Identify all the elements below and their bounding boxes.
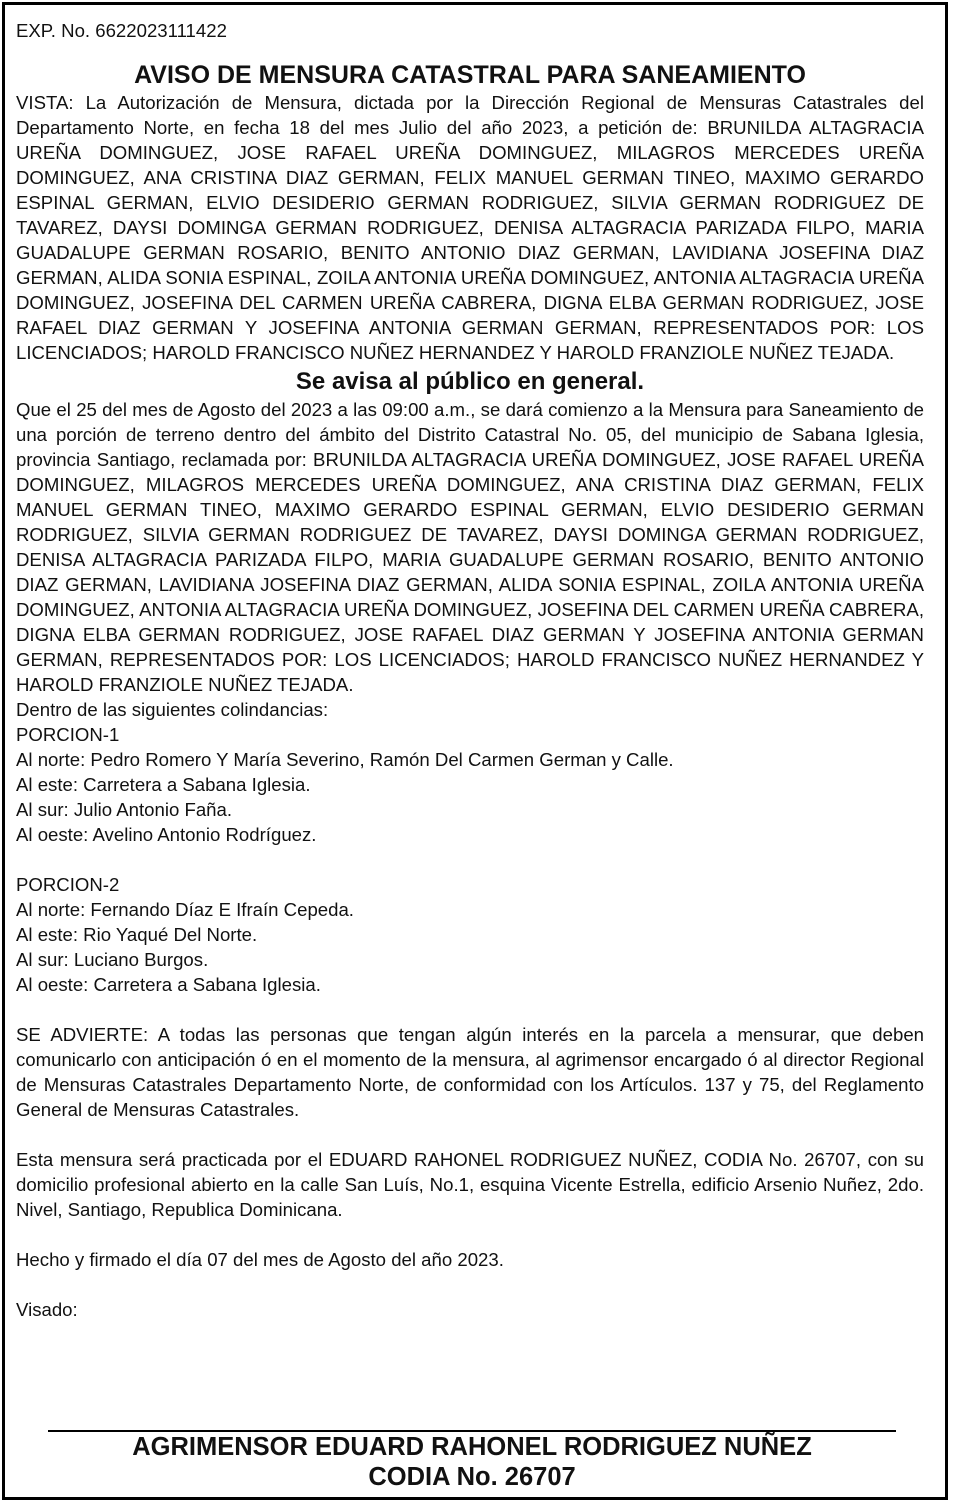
signature-name: AGRIMENSOR EDUARD RAHONEL RODRIGUEZ NUÑEZ — [132, 1433, 812, 1461]
porcion-1-heading: PORCION-1 — [16, 724, 120, 745]
porcion-2-sur: Al sur: Luciano Burgos. — [16, 949, 209, 970]
vista-paragraph: VISTA: La Autorización de Mensura, dictada por la Dirección Regional de Mensuras Catastrales del Departamento Norte, en fecha 18 del mes Julio del año 2023, a petición de: BRUNILDA ALTAGRACIA UREÑA DOMINGUEZ, JOSE RAFAEL UREÑA DOMINGUEZ, MILAGROS MERCEDES UREÑA DOMINGUEZ, ANA CRISTINA DIAZ GERMAN, FELIX MANUEL GERMAN TINEO, MAXIMO GERARDO ESPINAL GERMAN, ELVIO DESIDERIO GERMAN RODRIGUEZ, SILVIA GERMAN RODRIGUEZ DE TAVAREZ, DAYSI DOMINGA GERMAN RODRIGUEZ, DENISA ALTAGRACIA PARIZADA FILPO, MARIA GUADALUPE GERMAN ROSARIO, BENITO ANTONIO DIAZ GERMAN, LAVIDIANA JOSEFINA DIAZ GERMAN, ALIDA SONIA ESPINAL, ZOILA ANTONIA UREÑA DOMINGUEZ, ANTONIA ALTAGRACIA UREÑA DOMINGUEZ, JOSEFINA DEL CARMEN UREÑA CABRERA, DIGNA ELBA GERMAN RODRIGUEZ, JOSE RAFAEL DIAZ GERMAN Y JOSEFINA ANTONIA GERMAN GERMAN, REPRESENTADOS POR: LOS LICENCIADOS; HAROLD FRANCISCO NUÑEZ HERNANDEZ Y HAROLD FRANZIOLE NUÑEZ TEJADA. — [16, 92, 924, 363]
signature-block — [48, 1430, 896, 1492]
public-notice-heading: Se avisa al público en general. — [295, 368, 645, 395]
porcion-1-section — [16, 722, 924, 847]
signature-codia: CODIA No. 26707 — [368, 1463, 576, 1491]
notice-body — [16, 18, 924, 1322]
practicada-paragraph: Esta mensura será practicada por el EDUARD RAHONEL RODRIGUEZ NUÑEZ, CODIA No. 26707, con su domicilio profesional abierto en la calle San Luís, No.1, esquina Vicente Estrella, edificio Arsenio Nuñez, 2do. Nivel, Santiago, Republica Dominicana. — [16, 1149, 924, 1220]
porcion-1-sur: Al sur: Julio Antonio Faña. — [16, 799, 233, 820]
porcion-2-section — [16, 872, 924, 997]
expedient-number: EXP. No. 6622023111422 — [16, 20, 227, 41]
notice-title: AVISO DE MENSURA CATASTRAL PARA SANEAMIENTO — [134, 61, 806, 89]
colindancias-intro: Dentro de las siguientes colindancias: — [16, 699, 329, 720]
mensura-date-paragraph: Que el 25 del mes de Agosto del 2023 a las 09:00 a.m., se dará comienzo a la Mensura para Saneamiento de una porción de terreno dentro del ámbito del Distrito Catastral No. 05, del municipio de Sabana Iglesia, provincia Santiago, reclamada por: BRUNILDA ALTAGRACIA UREÑA DOMINGUEZ, JOSE RAFAEL UREÑA DOMINGUEZ, MILAGROS MERCEDES UREÑA DOMINGUEZ, ANA CRISTINA DIAZ GERMAN, FELIX MANUEL GERMAN TINEO, MAXIMO GERARDO ESPINAL GERMAN, ELVIO DESIDERIO GERMAN RODRIGUEZ, SILVIA GERMAN RODRIGUEZ DE TAVAREZ, DAYSI DOMINGA GERMAN RODRIGUEZ, DENISA ALTAGRACIA PARIZADA FILPO, MARIA GUADALUPE GERMAN ROSARIO, BENITO ANTONIO DIAZ GERMAN, LAVIDIANA JOSEFINA DIAZ GERMAN, ALIDA SONIA ESPINAL, ZOILA ANTONIA UREÑA DOMINGUEZ, ANTONIA ALTAGRACIA UREÑA DOMINGUEZ, JOSEFINA DEL CARMEN UREÑA CABRERA, DIGNA ELBA GERMAN RODRIGUEZ, JOSE RAFAEL DIAZ GERMAN Y JOSEFINA ANTONIA GERMAN GERMAN, REPRESENTADOS POR: LOS LICENCIADOS; HAROLD FRANCISCO NUÑEZ HERNANDEZ Y HAROLD FRANZIOLE NUÑEZ TEJADA. — [16, 399, 924, 695]
porcion-2-este: Al este: Rio Yaqué Del Norte. — [16, 924, 258, 945]
porcion-2-heading: PORCION-2 — [16, 874, 120, 895]
porcion-2-oeste: Al oeste: Carretera a Sabana Iglesia. — [16, 974, 321, 995]
porcion-1-oeste: Al oeste: Avelino Antonio Rodríguez. — [16, 824, 317, 845]
advierte-paragraph: SE ADVIERTE: A todas las personas que tengan algún interés en la parcela a mensurar, que deben comunicarlo con anticipación ó en el momento de la mensura, al agrimensor encargado ó al director Regional de Mensuras Catastrales Departamento Norte, de conformidad con los Artículos. 137 y 75, del Reglamento General de Mensuras Catastrales. — [16, 1024, 924, 1120]
porcion-1-este: Al este: Carretera a Sabana Iglesia. — [16, 774, 311, 795]
signed-date-line: Hecho y firmado el día 07 del mes de Agosto del año 2023. — [16, 1249, 504, 1270]
porcion-1-norte: Al norte: Pedro Romero Y María Severino, Ramón Del Carmen German y Calle. — [16, 749, 674, 770]
porcion-2-norte: Al norte: Fernando Díaz E Ifraín Cepeda. — [16, 899, 354, 920]
visado-label: Visado: — [16, 1299, 78, 1320]
